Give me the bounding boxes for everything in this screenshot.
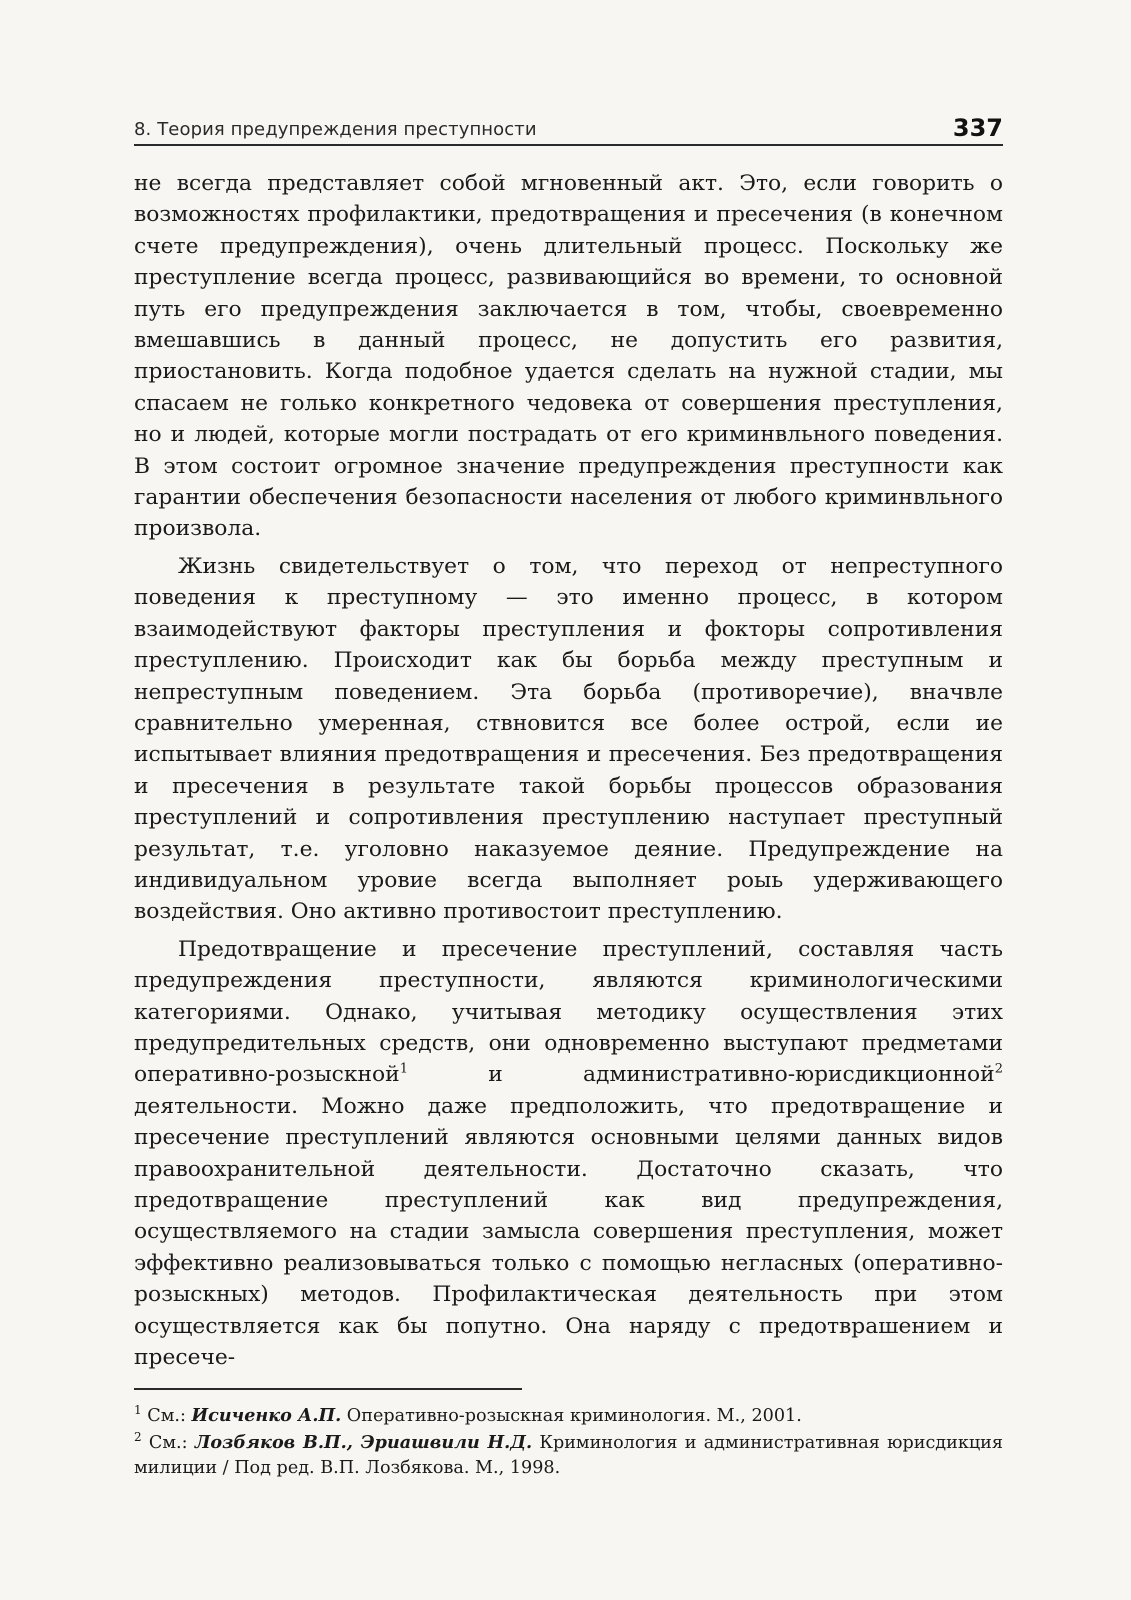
paragraph-3-part-a: Предотвращение и пресечение преступлений, составляя часть предупреждения преступности, являются криминологическими категориями. Однако, учитывая методику осуществления этих предупредительных средств, они одновременно выступают предметами оперативно-розыскной (134, 936, 1003, 1088)
footnote-1-text: Оперативно-розыскная криминология. М., 2001. (346, 1406, 802, 1426)
footnote-2-mark: 2 (134, 1429, 142, 1444)
footnote-ref-2[interactable]: 2 (994, 1062, 1003, 1078)
page-number: 337 (952, 114, 1003, 142)
paragraph-continuation: не всегда представляет собой мгновенный акт. Это, если говорить о возможностях профилактики, предотвращения и пресечения (в конечном счете предупреждения), очень длительный процесс. Поскольку же преступление всегда процесс, развивающийся во времени, то основной путь его предупреждения заключается в том, чтобы, своевременно вмешавшись в данный процесс, не допустить его развития, приостановить. Когда подобное удается сделать на нужной стадии, мы спасаем не голько конкретного чедовека от совершения преступления, но и людей, которые могли пострадать от его криминвльного поведения. В этом состоит огромное значение предупреждения преступности как гарантии обеспечения безопасности населения от любого криминвльного произвола. (134, 171, 1003, 542)
running-title: 8. Теория предупреждения преступности (134, 119, 537, 140)
running-header (134, 112, 1003, 146)
footnote-1-prefix: См.: (147, 1406, 186, 1426)
footnote-1 (134, 1403, 1003, 1430)
main-text (134, 168, 1003, 1373)
footnotes (134, 1403, 1003, 1482)
footnote-2 (134, 1430, 1003, 1482)
paragraph-2: Жизнь свидетельствует о том, что переход от непреступного поведения к преступному — это именно процесс, в котором взаимодействуют факторы преступления и фокторы сопротивления преступлению. Происходит как бы борьба между преступным и непреступным поведением. Эта борьба (противоречие), вначвле сравнительно умеренная, ствновится все более острой, если ие испытывает влияния предотвращения и пресечения. Без предотвращения и пресечения в результате такой борьбы процессов образования преступлений и сопротивления преступлению наступает преступный результат, т.е. уголовно наказуемое деяние. Предупреждение на индивидуальном уровие всегда выполняет роыь удерживающего воздействия. Оно активно противостоит преступлению. (134, 553, 1003, 925)
footnote-1-mark: 1 (134, 1403, 142, 1418)
footnote-ref-1[interactable]: 1 (399, 1062, 408, 1078)
footnote-2-prefix: См.: (148, 1432, 188, 1453)
paragraph-3-part-c: деятельности. Можно даже предположить, что предотвращение и пресечение преступлений являются основными целями данных видов правоохранительной деятельности. Достаточно сказать, что предотвращение преступлений как вид предупреждения, осуществляемого на стадии замысла совершения преступления, может эффективно реализовываться только с помощью негласных (оперативно-розыскных) методов. Профилактическая деятельность при этом осуществляется как бы попутно. Она наряду с предотврашением и пресече- (134, 1093, 1003, 1371)
footnote-1-author: Исиченко А.П. (191, 1405, 342, 1426)
footnote-2-text: Криминология и административная юрисдикция милиции / Под ред. В.П. Лозбякова. М., 1998. (134, 1432, 1003, 1479)
paragraph-3 (134, 934, 1003, 1374)
footnote-divider (134, 1388, 522, 1390)
footnote-2-author: Лозбяков В.П., Эриашвили Н.Д. (194, 1431, 533, 1453)
paragraph-3-part-b: и административно-юрисдикционной (407, 1062, 995, 1088)
